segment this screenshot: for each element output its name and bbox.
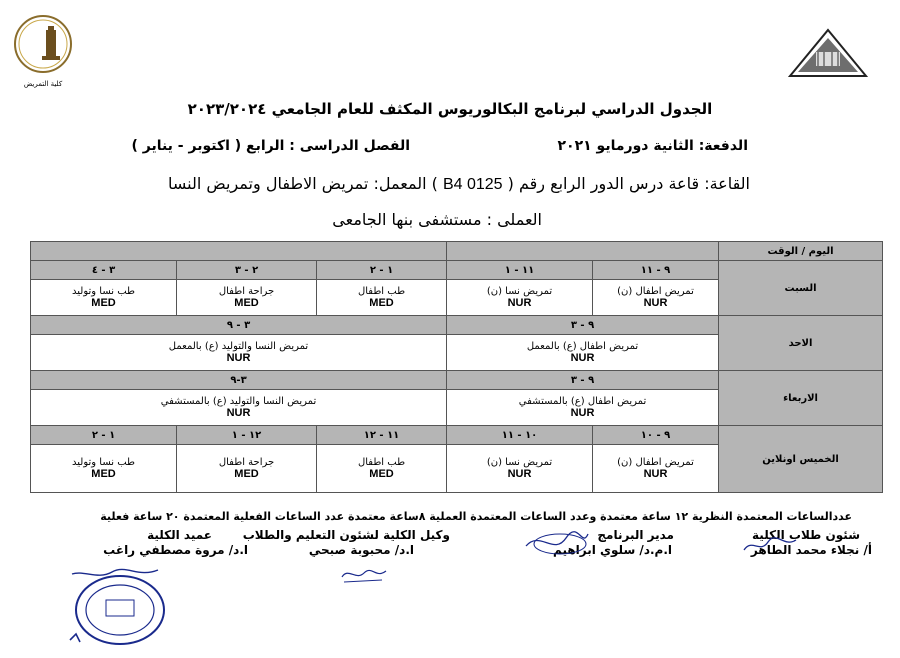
course-name: تمريض النسا والتوليد (ع) بالمستشفي <box>160 396 317 407</box>
signature-scribble <box>520 526 592 562</box>
day-thursday: الخميس اونلاين <box>719 426 883 493</box>
course-cell <box>31 280 177 316</box>
signatory-role: وكيل الكلية لشئون التعليم والطلاب <box>242 528 450 542</box>
table-row <box>31 371 883 390</box>
course-name: تمريض نسا (ن) <box>486 457 553 468</box>
course-code: NUR <box>643 297 668 309</box>
course-name: طب نسا وتوليد <box>72 457 135 468</box>
time-cell: ٩ - ٣ <box>447 316 719 335</box>
signature-scribble <box>338 563 390 585</box>
course-code: MED <box>234 297 259 309</box>
header-empty <box>447 242 719 261</box>
day-wednesday: الاربعاء <box>719 371 883 426</box>
batch-label: الدفعة: الثانية دورمايو ٢٠٢١ <box>557 138 748 154</box>
faculty-logo <box>12 12 74 92</box>
time-cell: ٣ - ٤ <box>31 261 177 280</box>
table-row <box>31 316 883 335</box>
signatory-name: أ/ نجلاء محمد الطاهر <box>750 543 872 557</box>
course-code: MED <box>369 468 394 480</box>
day-sunday: الاحد <box>719 316 883 371</box>
course-code: NUR <box>226 407 251 419</box>
course-cell <box>447 280 593 316</box>
course-name: طب نسا وتوليد <box>72 286 135 297</box>
course-name: تمريض اطفال (ن) <box>617 286 694 297</box>
signatory-role: عميد الكلية <box>147 528 212 542</box>
hall-lab-line <box>168 174 750 194</box>
time-cell: ١٢ - ١ <box>177 426 317 445</box>
signatory-name: ا.م.د/ سلوي ابراهيم <box>553 543 672 557</box>
course-code: NUR <box>226 352 251 364</box>
time-cell: ١ - ٢ <box>317 261 447 280</box>
course-cell <box>177 445 317 493</box>
corner-label: اليوم / الوقت <box>719 242 883 261</box>
time-cell: ١١ - ١٢ <box>317 426 447 445</box>
course-cell <box>593 445 719 493</box>
course-code: NUR <box>643 468 668 480</box>
table-row <box>31 426 883 445</box>
course-cell <box>317 280 447 316</box>
time-cell: ٩ - ٣ <box>447 371 719 390</box>
faculty-logo-caption: كلية التمريض <box>23 80 63 88</box>
day-saturday: السبت <box>719 261 883 316</box>
course-name: تمريض النسا والتوليد (ع) بالمعمل <box>168 341 309 352</box>
faculty-stamp <box>68 568 176 648</box>
credit-hours-note: عددالساعات المعتمدة النظرية ١٢ ساعة معتمدة وعدد الساعات المعتمدة العملية ٨ساعة معتمدة عدد الساعات الفعلية المعتمدة ٢٠ ساعة فعلية <box>100 510 852 523</box>
signature-scribble <box>740 534 800 556</box>
course-code: MED <box>91 297 116 309</box>
time-cell: ٢ - ٣ <box>177 261 317 280</box>
course-name: تمريض اطفال (ع) بالمستشفي <box>518 396 647 407</box>
time-cell: ٣ - ٩ <box>31 316 447 335</box>
course-code: NUR <box>570 352 595 364</box>
semester-label: الفصل الدراسى : الرابع ( اكتوبر - يناير ) <box>131 138 410 154</box>
course-cell <box>447 390 719 426</box>
course-cell <box>447 445 593 493</box>
hall-prefix: القاعة: قاعة درس الدور الرابع رقم ( <box>507 174 750 193</box>
signatory-role: مدير البرنامج <box>597 528 674 542</box>
course-cell <box>31 390 447 426</box>
signatory-role: شئون طلاب الكلية <box>752 528 860 542</box>
university-seal <box>788 28 868 80</box>
header-empty <box>31 242 447 261</box>
course-name: طب اطفال <box>357 457 406 468</box>
course-cell <box>31 335 447 371</box>
course-name: تمريض اطفال (ع) بالمعمل <box>526 341 639 352</box>
course-name: طب اطفال <box>357 286 406 297</box>
course-code: NUR <box>507 468 532 480</box>
course-name: تمريض اطفال (ن) <box>617 457 694 468</box>
table-header-row <box>31 242 883 261</box>
time-cell: ١١ - ١ <box>447 261 593 280</box>
course-code: NUR <box>570 407 595 419</box>
course-name: جراحة اطفال <box>218 457 275 468</box>
time-cell: ١ - ٢ <box>31 426 177 445</box>
time-cell: ٣-٩ <box>31 371 447 390</box>
course-name: تمريض نسا (ن) <box>486 286 553 297</box>
page-title: الجدول الدراسي لبرنامج البكالوريوس المكثف للعام الجامعي ٢٠٢٣/٢٠٢٤ <box>187 100 713 118</box>
course-cell <box>447 335 719 371</box>
signatory-name: ا.د/ مروة مصطفي راغب <box>103 543 248 557</box>
course-cell <box>317 445 447 493</box>
course-code: NUR <box>507 297 532 309</box>
time-cell: ١٠ - ١١ <box>447 426 593 445</box>
course-code: MED <box>369 297 394 309</box>
time-cell: ٩ - ١٠ <box>593 426 719 445</box>
hall-code: B4 0125 <box>442 176 503 193</box>
schedule-table <box>30 241 883 493</box>
course-cell <box>31 445 177 493</box>
course-name: جراحة اطفال <box>218 286 275 297</box>
practical-site: العملى : مستشفى بنها الجامعى <box>332 210 542 229</box>
hall-suffix: ) المعمل: تمريض الاطفال وتمريض النسا <box>168 174 438 193</box>
time-cell: ٩ - ١١ <box>593 261 719 280</box>
course-code: MED <box>91 468 116 480</box>
table-row <box>31 261 883 280</box>
course-cell <box>593 280 719 316</box>
course-cell <box>177 280 317 316</box>
signatory-name: ا.د/ محبوبة صبحي <box>308 543 414 557</box>
course-code: MED <box>234 468 259 480</box>
